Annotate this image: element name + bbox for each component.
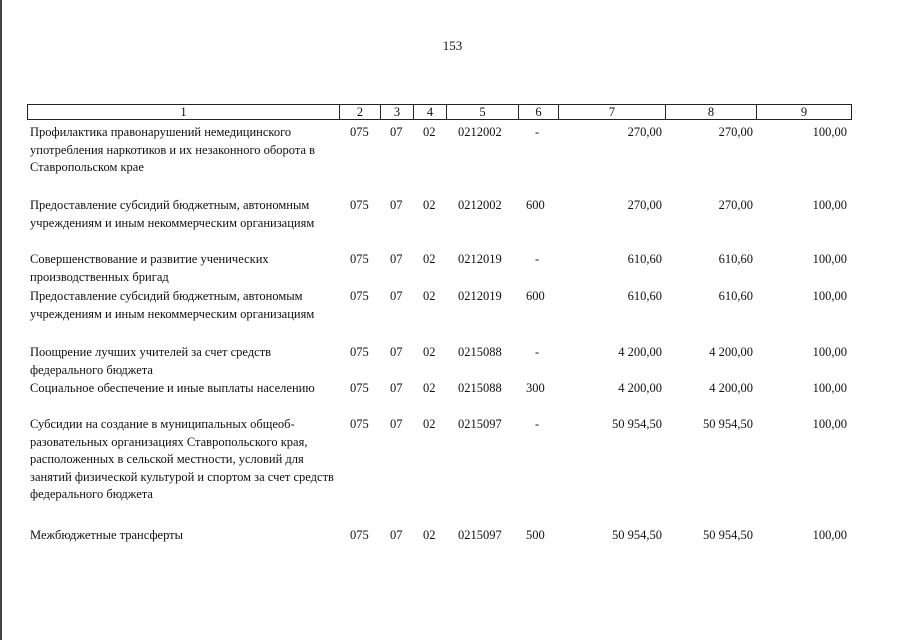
- row-c4: 02: [423, 345, 436, 359]
- row-c5: 0212002: [458, 198, 502, 212]
- row-c3: 07: [390, 252, 403, 266]
- row-c4: 02: [423, 289, 436, 303]
- row-c6: 300: [526, 381, 545, 395]
- page-number: 153: [442, 38, 463, 53]
- row-name: Социальное обеспечение и иные выплаты населению: [30, 381, 315, 395]
- row-c4: 02: [423, 125, 436, 139]
- row-name: Предоставление субсидий бюджетным, автономным учреждениям и иным некоммерческим организациям: [30, 198, 315, 230]
- header-cell: 3: [393, 105, 401, 119]
- row-c2: 075: [350, 198, 369, 212]
- row-c2: 075: [350, 528, 369, 542]
- row-c3: 07: [390, 528, 403, 542]
- row-c3: 07: [390, 289, 403, 303]
- row-c8: 4 200,00: [709, 381, 753, 395]
- header-cell: 7: [608, 105, 616, 119]
- row-c2: 075: [350, 345, 369, 359]
- row-c7: 50 954,50: [612, 417, 662, 431]
- row-name: Профилактика правонарушений немедицинского употребления наркотиков и их незаконного оборота в Ставропольском крае: [30, 125, 316, 174]
- row-c4: 02: [423, 252, 436, 266]
- row-c4: 02: [423, 528, 436, 542]
- row-c8: 610,60: [718, 252, 753, 266]
- row-c9: 100,00: [812, 528, 847, 542]
- row-c5: 0212019: [458, 289, 502, 303]
- row-name: Предоставление субсидий бюджетным, автономым учреждениям и иным некоммерческим организациям: [30, 289, 315, 321]
- row-c6: 600: [526, 198, 545, 212]
- row-c6: -: [535, 417, 540, 431]
- header-cell: 2: [356, 105, 364, 119]
- row-c4: 02: [423, 198, 436, 212]
- header-cell: 6: [535, 105, 542, 119]
- header-cell: 4: [426, 105, 434, 119]
- row-c6: 600: [526, 289, 545, 303]
- row-c9: 100,00: [812, 345, 847, 359]
- row-c3: 07: [390, 417, 403, 431]
- row-c2: 075: [350, 252, 369, 266]
- row-c2: 075: [350, 381, 369, 395]
- row-name: Поощрение лучших учителей за счет средств федерального бюджета: [30, 345, 272, 377]
- row-c2: 075: [350, 289, 369, 303]
- row-c3: 07: [390, 345, 403, 359]
- row-c3: 07: [390, 198, 403, 212]
- row-c6: -: [535, 345, 540, 359]
- row-c3: 07: [390, 381, 403, 395]
- row-c7: 610,60: [627, 289, 662, 303]
- row-c9: 100,00: [812, 198, 847, 212]
- row-c7: 610,60: [627, 252, 662, 266]
- row-c4: 02: [423, 381, 436, 395]
- row-c8: 270,00: [718, 198, 753, 212]
- row-c2: 075: [350, 125, 369, 139]
- scan-edge: [0, 0, 2, 640]
- row-c7: 4 200,00: [618, 381, 662, 395]
- row-c7: 270,00: [627, 198, 662, 212]
- row-c9: 100,00: [812, 381, 847, 395]
- row-c6: -: [535, 252, 540, 266]
- row-name: Совершенствование и развитие ученических производственных бригад: [30, 252, 269, 284]
- row-c6: -: [535, 125, 540, 139]
- header-cell: 5: [479, 105, 486, 119]
- row-c5: 0212002: [458, 125, 502, 139]
- row-c3: 07: [390, 125, 403, 139]
- row-c7: 270,00: [627, 125, 662, 139]
- row-c8: 4 200,00: [709, 345, 753, 359]
- row-c2: 075: [350, 417, 369, 431]
- row-c9: 100,00: [812, 252, 847, 266]
- row-c8: 50 954,50: [703, 528, 753, 542]
- row-c7: 50 954,50: [612, 528, 662, 542]
- row-c5: 0215097: [458, 528, 502, 542]
- row-c8: 610,60: [718, 289, 753, 303]
- row-c5: 0212019: [458, 252, 502, 266]
- header-cell: 8: [707, 105, 715, 119]
- row-c6: 500: [526, 528, 545, 542]
- row-c7: 4 200,00: [618, 345, 662, 359]
- row-name: Межбюджетные трансферты: [30, 528, 184, 542]
- row-c5: 0215097: [458, 417, 502, 431]
- row-c8: 50 954,50: [703, 417, 753, 431]
- row-c9: 100,00: [812, 289, 847, 303]
- header-cell: 1: [180, 105, 187, 119]
- row-c4: 02: [423, 417, 436, 431]
- row-name: Субсидии на создание в муниципальных общеоб-разовательных организациях Ставропольского края, расположенных в сельской местности, условий для занятий физической культурой и спортом за счет средств федерального бюджета: [30, 417, 334, 501]
- row-c9: 100,00: [812, 125, 847, 139]
- row-c8: 270,00: [718, 125, 753, 139]
- row-c5: 0215088: [458, 345, 502, 359]
- row-c9: 100,00: [812, 417, 847, 431]
- row-c5: 0215088: [458, 381, 502, 395]
- header-cell: 9: [800, 105, 808, 119]
